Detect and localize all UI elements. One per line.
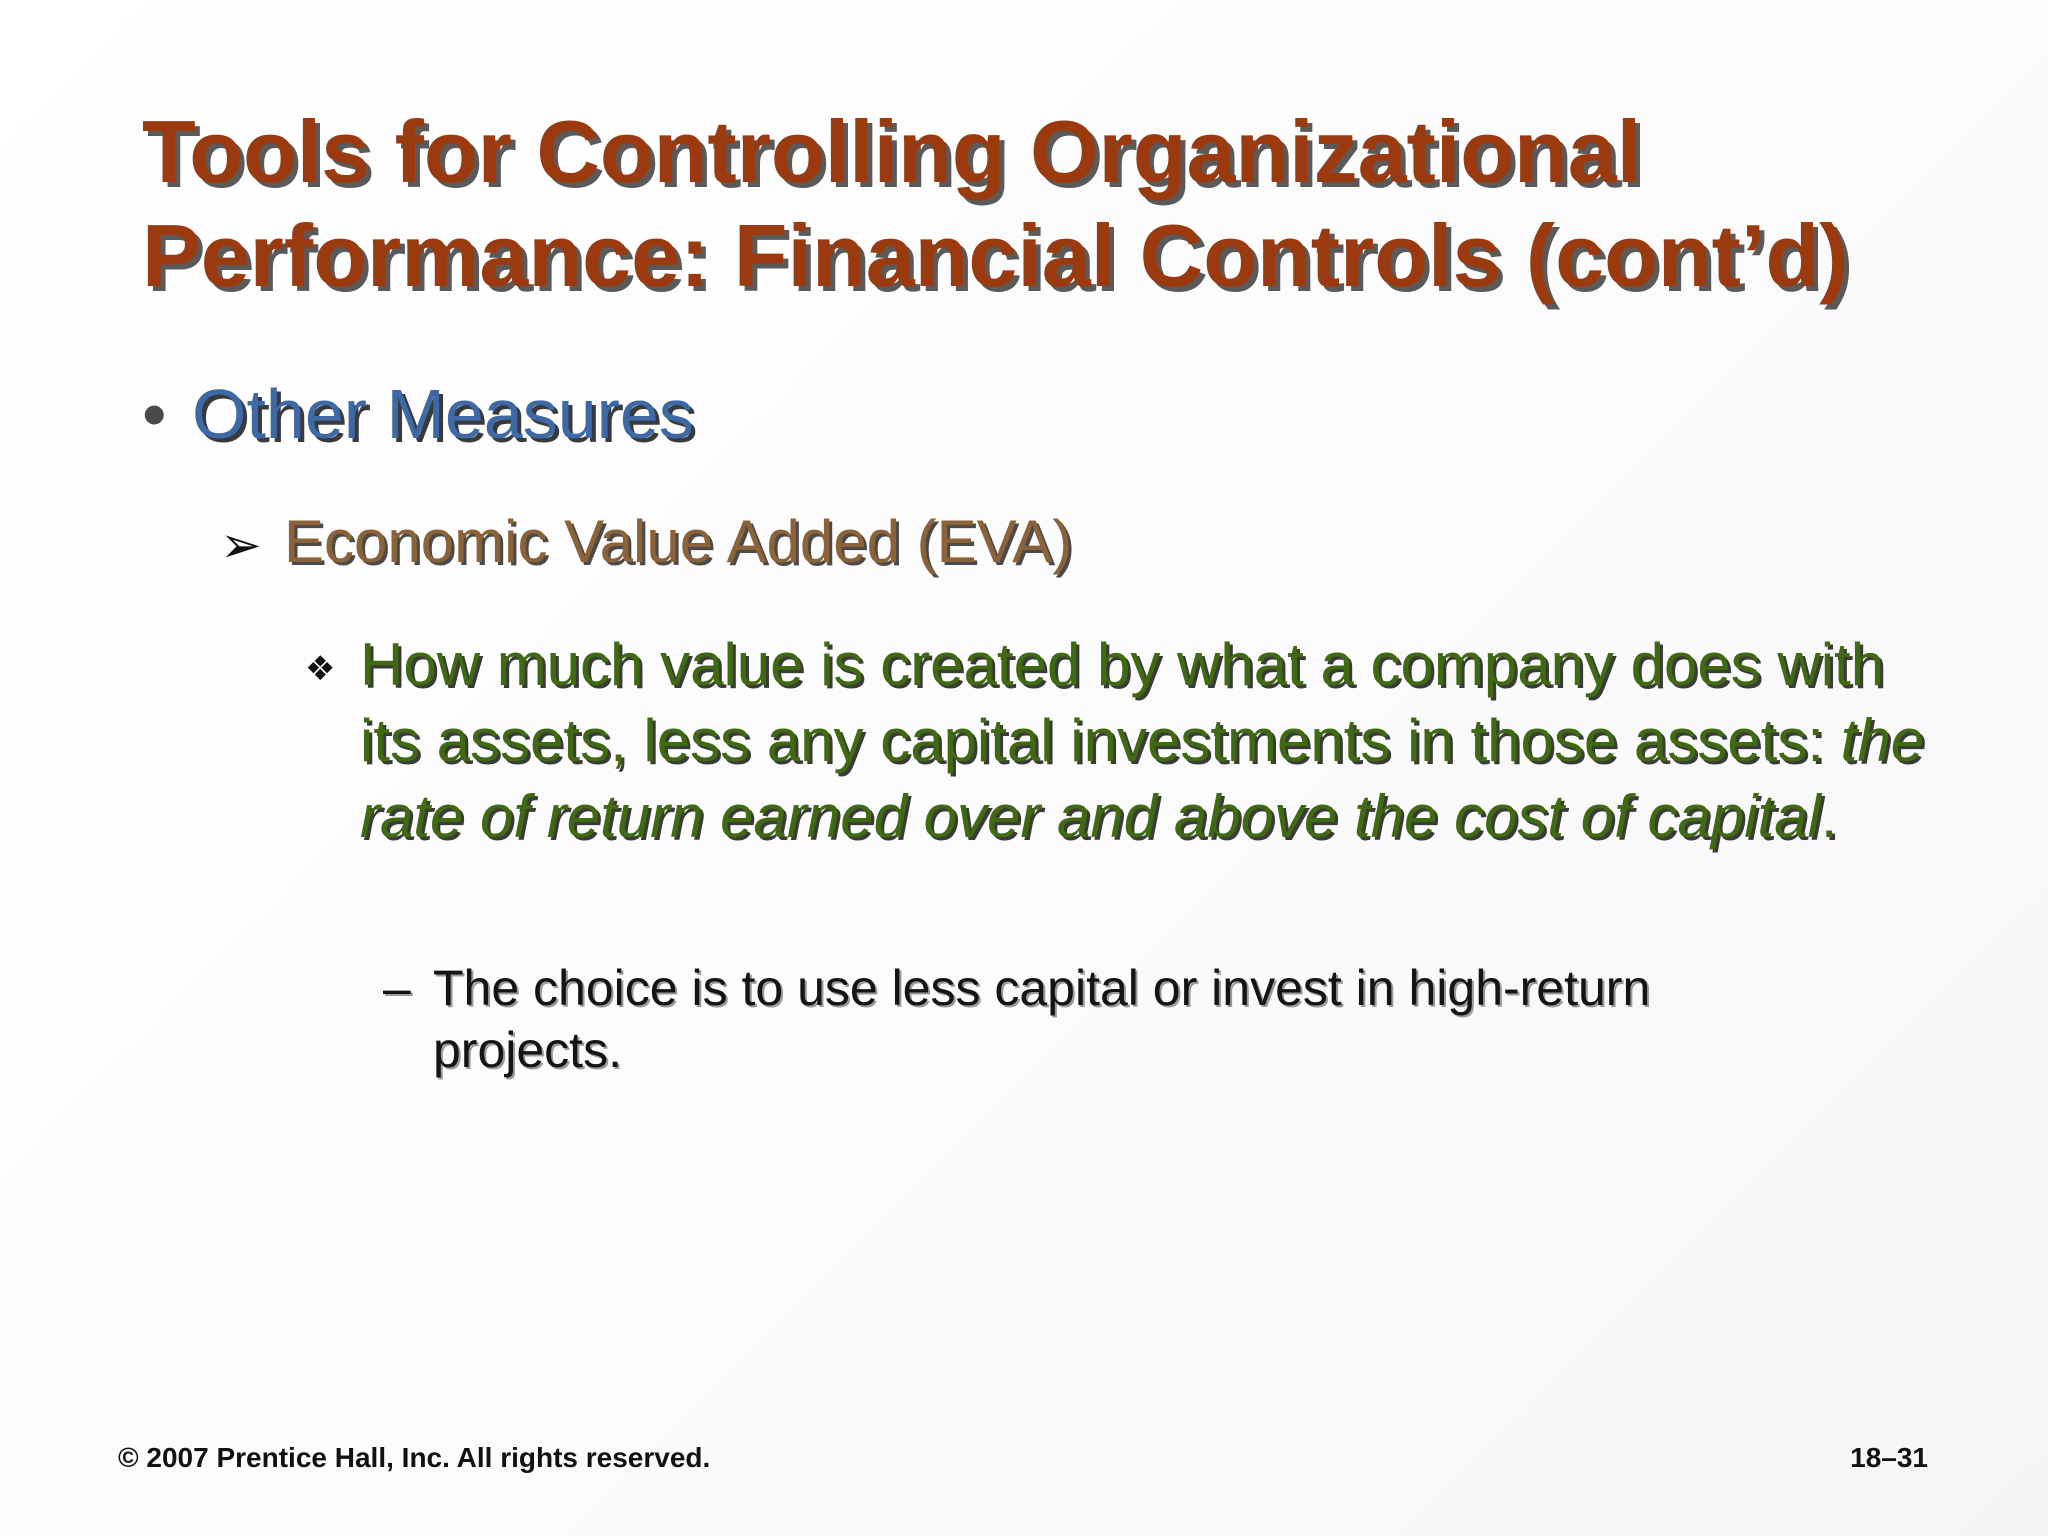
bullet-level-3-text-end: . (1820, 783, 1838, 850)
bullet-level-1 (142, 372, 694, 456)
bullet-level-2-text: Economic Value Added (EVA) (284, 508, 1073, 575)
dash-bullet-icon: – (383, 960, 411, 1016)
round-bullet-icon: • (142, 375, 167, 453)
bullet-level-3-text-plain: How much value is created by what a company does with its assets, less any capital investments in those assets: (360, 631, 1885, 774)
footer-copyright: © 2007 Prentice Hall, Inc. All rights reserved. (118, 1442, 711, 1473)
arrowhead-bullet-icon: ➢ (220, 516, 262, 574)
bullet-level-3 (305, 627, 1945, 855)
four-diamond-bullet-icon: ❖ (305, 649, 336, 689)
bullet-level-4 (383, 957, 1863, 1081)
bullet-level-4-text: The choice is to use less capital or invest in high-return projects. (433, 960, 1651, 1078)
slide-title (142, 100, 1942, 308)
bullet-level-1-text: Other Measures (192, 375, 694, 453)
bullet-level-3-text-italic: the rate of return earned over and above the cost of capital (360, 707, 1925, 850)
bullet-level-2 (220, 507, 1072, 580)
bullet-level-3-text (360, 627, 1930, 855)
slide-title-line-2: Performance: Financial Controls (cont’d) (142, 206, 1849, 305)
slide-title-line-1: Tools for Controlling Organizational (142, 102, 1642, 201)
footer-page-number: 18–31 (1850, 1442, 1928, 1473)
